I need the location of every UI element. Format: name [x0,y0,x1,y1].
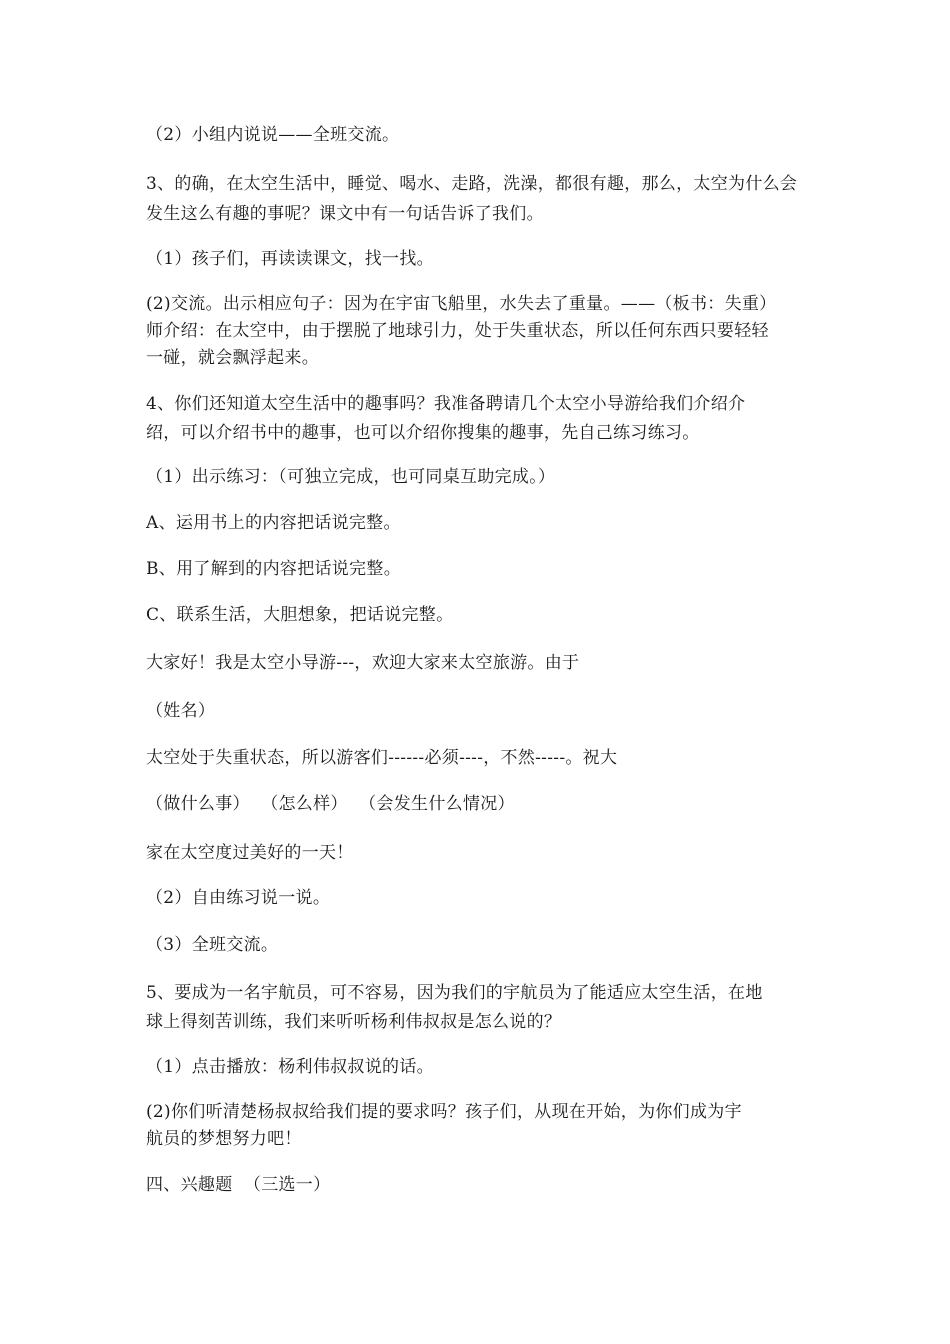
paragraph-question-3-line-2: 发生这么有趣的事呢？课文中有一句话告诉了我们。 [146,204,544,224]
paragraph-exchange-line-3: 一碰，就会飘浮起来。 [146,348,319,368]
paragraph-requirements-line-2: 航员的梦想努力吧！ [146,1129,302,1149]
paragraph-question-5-line-1: 5、要成为一名宇航员，可不容易，因为我们的宇航员为了能适应太空生活，在地 [146,983,763,1003]
paragraph-question-4-line-1: 4、你们还知道太空生活中的趣事吗？我准备聘请几个太空小导游给我们介绍介 [146,394,746,414]
paragraph-requirements-line-1: (2)你们听清楚杨叔叔给我们提的要求吗？孩子们，从现在开始，为你们成为宇 [146,1102,742,1122]
paragraph-option-b: B、用了解到的内容把话说完整。 [146,559,401,579]
paragraph-free-practice: （2）自由练习说一说。 [146,888,331,908]
paragraph-read-again: （1）孩子们，再读读课文，找一找。 [146,249,434,269]
paragraph-good-day: 家在太空度过美好的一天！ [146,843,354,863]
paragraph-show-exercise: （1）出示练习：（可独立完成，也可同桌互助完成。） [146,467,556,487]
paragraph-play: （1）点击播放：杨利伟叔叔说的话。 [146,1057,434,1077]
paragraph-hints: （做什么事） （怎么样） （会发生什么情况） [146,794,515,814]
paragraph-guide-intro: 大家好！我是太空小导游---，欢迎大家来太空旅游。由于 [146,653,580,673]
paragraph-option-a: A、运用书上的内容把话说完整。 [146,513,401,533]
paragraph-class-exchange: （3）全班交流。 [146,935,279,955]
paragraph-exchange-line-2: 师介绍：在太空中，由于摆脱了地球引力，处于失重状态，所以任何东西只要轻轻 [146,321,769,341]
paragraph-weightless: 太空处于失重状态，所以游客们------必须----，不然-----。祝大 [146,748,618,768]
paragraph-group-discussion: （2）小组内说说——全班交流。 [146,125,400,145]
paragraph-exchange-line-1: (2)交流。出示相应句子：因为在宇宙飞船里，水失去了重量。——（板书：失重） [146,294,777,314]
paragraph-question-5-line-2: 球上得刻苦训练，我们来听听杨利伟叔叔是怎么说的？ [146,1012,562,1032]
paragraph-question-3-line-1: 3、的确，在太空生活中，睡觉、喝水、走路，洗澡，都很有趣，那么，太空为什么会 [146,174,798,194]
section-heading-interest: 四、兴趣题 （三选一） [146,1175,331,1195]
paragraph-name-hint: （姓名） [146,701,216,721]
paragraph-question-4-line-2: 绍，可以介绍书中的趣事，也可以介绍你搜集的趣事，先自己练习练习。 [146,423,700,443]
paragraph-option-c: C、联系生活，大胆想象，把话说完整。 [146,605,454,625]
